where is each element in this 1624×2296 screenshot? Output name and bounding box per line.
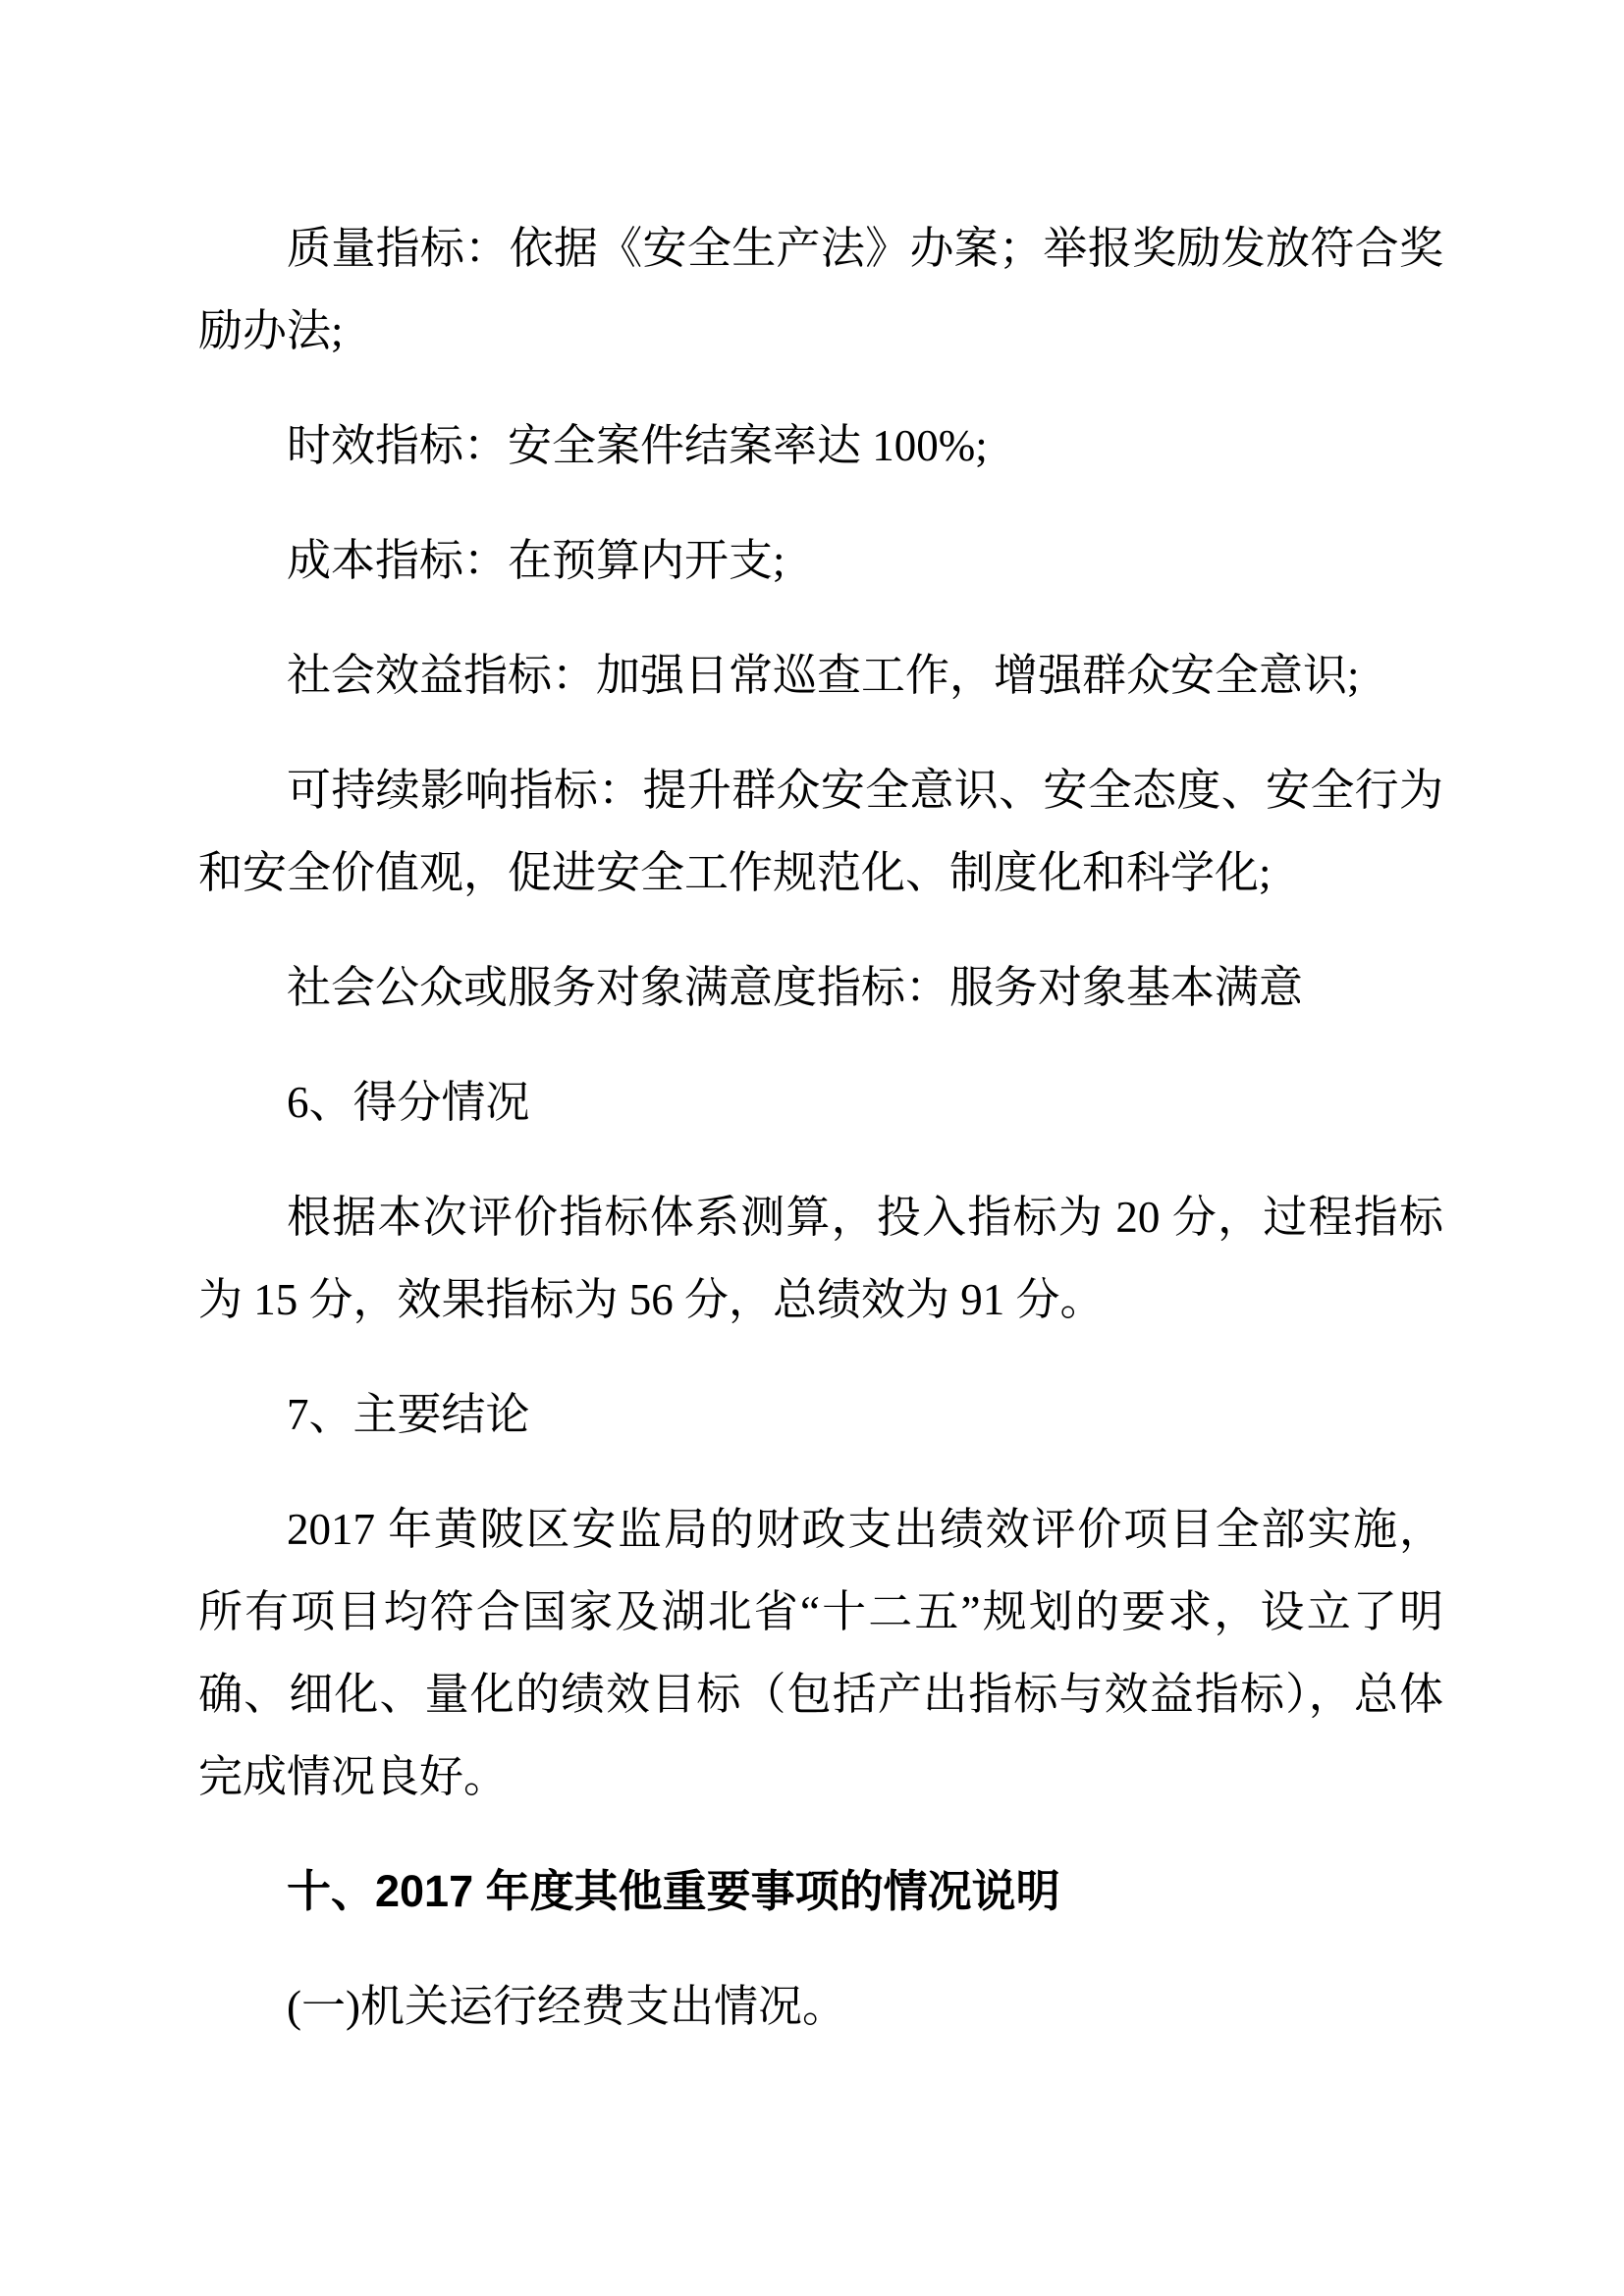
text-line: 励办法; — [198, 306, 344, 355]
text-line: 时效指标：安全案件结案率达 100%; — [287, 421, 988, 470]
paragraph-conclusion — [198, 1488, 1443, 1818]
text-line: 成本指标：在预算内开支; — [287, 536, 785, 585]
subheading-score-situation — [198, 1061, 1443, 1144]
text-line: 和安全价值观，促进安全工作规范化、制度化和科学化; — [198, 848, 1272, 897]
paragraph-score-results — [198, 1176, 1443, 1341]
paragraph-agency-operating-expense — [198, 1965, 1443, 2048]
text-line: 十、2017 年度其他重要事项的情况说明 — [287, 1866, 1060, 1916]
paragraph-cost-indicator — [198, 519, 1443, 602]
paragraph-quality-indicator — [198, 207, 1443, 372]
text-line: 质量指标：依据《安全生产法》办案；举报奖励发放符合奖 — [287, 224, 1443, 273]
text-line: 完成情况良好。 — [198, 1752, 509, 1801]
text-line: 7、主要结论 — [287, 1390, 530, 1439]
text-line: 社会公众或服务对象满意度指标：服务对象基本满意 — [287, 963, 1304, 1012]
text-line: 为 15 分，效果指标为 56 分，总绩效为 91 分。 — [198, 1275, 1105, 1324]
text-line: 6、得分情况 — [287, 1078, 530, 1127]
text-line: 所有项目均符合国家及湖北省“十二五”规划的要求，设立了明 — [198, 1587, 1443, 1636]
paragraph-satisfaction-indicator — [198, 946, 1443, 1029]
paragraph-timeliness-indicator — [198, 404, 1443, 487]
text-line: 确、细化、量化的绩效目标（包括产出指标与效益指标），总体 — [198, 1670, 1443, 1719]
paragraph-sustainability-indicator — [198, 749, 1443, 914]
text-line: 2017 年黄陂区安监局的财政支出绩效评价项目全部实施， — [287, 1505, 1443, 1554]
paragraph-social-benefit-indicator — [198, 634, 1443, 717]
text-line: 社会效益指标：加强日常巡查工作，增强群众安全意识; — [287, 651, 1360, 700]
text-line: (一)机关运行经费支出情况。 — [287, 1982, 846, 2031]
text-line: 可持续影响指标：提升群众安全意识、安全态度、安全行为 — [287, 766, 1443, 815]
subheading-main-conclusion — [198, 1373, 1443, 1456]
text-line: 根据本次评价指标体系测算，投入指标为 20 分，过程指标 — [287, 1193, 1443, 1242]
section-heading-other-important-matters — [198, 1850, 1443, 1933]
